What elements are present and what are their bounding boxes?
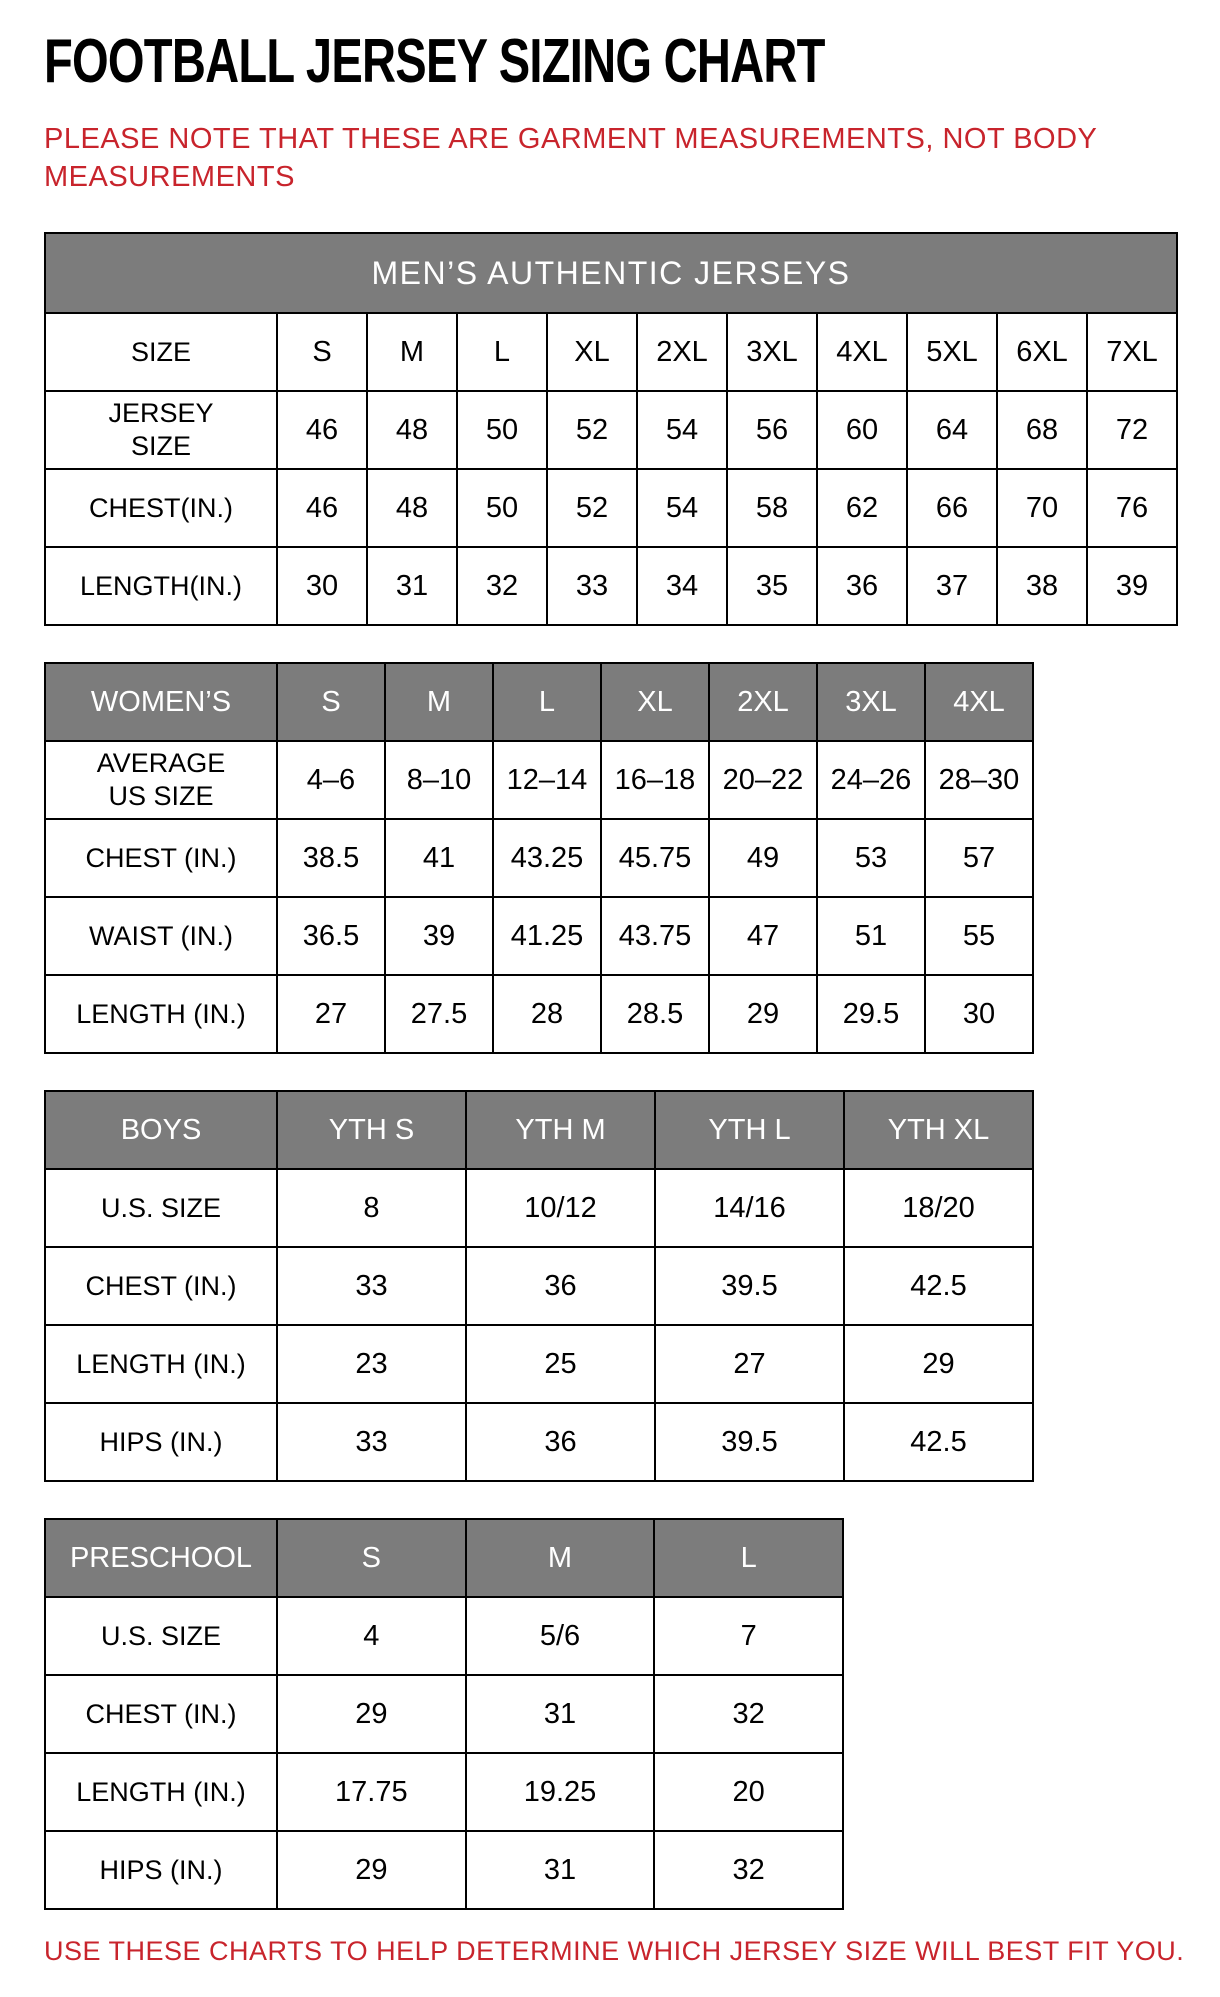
column-header: S: [277, 1519, 466, 1597]
column-header: L: [654, 1519, 843, 1597]
table-cell: 18/20: [844, 1169, 1033, 1247]
column-header: YTH XL: [844, 1091, 1033, 1169]
table-cell: 7: [654, 1597, 843, 1675]
table-cell: 8–10: [385, 741, 493, 819]
row-label: SIZE: [45, 313, 277, 391]
column-header: M: [466, 1519, 655, 1597]
table-row: [45, 975, 1033, 1053]
boys-table: [44, 1090, 1034, 1482]
column-header: 3XL: [817, 663, 925, 741]
table-cell: 29: [277, 1831, 466, 1909]
table-cell: 14/16: [655, 1169, 844, 1247]
mens-authentic-jerseys-table: [44, 232, 1178, 626]
table-cell: S: [277, 313, 367, 391]
table-row: [45, 1831, 843, 1909]
table-cell: 28–30: [925, 741, 1033, 819]
womens-table: [44, 662, 1034, 1054]
table-cell: 41: [385, 819, 493, 897]
table-cell: 38: [997, 547, 1087, 625]
table-cell: 39.5: [655, 1247, 844, 1325]
table-cell: 4–6: [277, 741, 385, 819]
table-cell: 56: [727, 391, 817, 469]
table-header-row: [45, 1519, 843, 1597]
table-row: [45, 897, 1033, 975]
table-cell: 50: [457, 469, 547, 547]
table-cell: 29.5: [817, 975, 925, 1053]
column-header: 4XL: [925, 663, 1033, 741]
table-cell: 24–26: [817, 741, 925, 819]
column-header: M: [385, 663, 493, 741]
table-cell: 34: [637, 547, 727, 625]
table-cell: 36: [466, 1403, 655, 1481]
table-cell: 29: [709, 975, 817, 1053]
table-cell: 76: [1087, 469, 1177, 547]
table-cell: 12–14: [493, 741, 601, 819]
row-label: CHEST(IN.): [45, 469, 277, 547]
preschool-table: [44, 1518, 844, 1910]
column-header: 2XL: [709, 663, 817, 741]
row-label: LENGTH (IN.): [45, 975, 277, 1053]
row-label: HIPS (IN.): [45, 1403, 277, 1481]
table-cell: 16–18: [601, 741, 709, 819]
column-header: YTH S: [277, 1091, 466, 1169]
table-cell: M: [367, 313, 457, 391]
table-cell: 8: [277, 1169, 466, 1247]
table-cell: 4XL: [817, 313, 907, 391]
column-header: YTH L: [655, 1091, 844, 1169]
table-cell: 55: [925, 897, 1033, 975]
row-label: CHEST (IN.): [45, 1675, 277, 1753]
table-cell: 27.5: [385, 975, 493, 1053]
table-cell: 30: [925, 975, 1033, 1053]
table-row: [45, 469, 1177, 547]
table-cell: XL: [547, 313, 637, 391]
table-cell: 62: [817, 469, 907, 547]
table-cell: 72: [1087, 391, 1177, 469]
table-cell: 10/12: [466, 1169, 655, 1247]
row-label: LENGTH (IN.): [45, 1753, 277, 1831]
table-cell: L: [457, 313, 547, 391]
row-label: CHEST (IN.): [45, 1247, 277, 1325]
table-cell: 20–22: [709, 741, 817, 819]
table-cell: 42.5: [844, 1403, 1033, 1481]
table-cell: 46: [277, 391, 367, 469]
table-cell: 29: [277, 1675, 466, 1753]
column-header: PRESCHOOL: [45, 1519, 277, 1597]
table-cell: 58: [727, 469, 817, 547]
table-cell: 66: [907, 469, 997, 547]
column-header: XL: [601, 663, 709, 741]
table-header-row: [45, 663, 1033, 741]
table-cell: 51: [817, 897, 925, 975]
table-cell: 30: [277, 547, 367, 625]
table-cell: 27: [277, 975, 385, 1053]
table-cell: 4: [277, 1597, 466, 1675]
table-cell: 2XL: [637, 313, 727, 391]
table-row: [45, 819, 1033, 897]
table-cell: 52: [547, 391, 637, 469]
table-cell: 45.75: [601, 819, 709, 897]
table-row: [45, 1403, 1033, 1481]
row-label: U.S. SIZE: [45, 1169, 277, 1247]
column-header: S: [277, 663, 385, 741]
table-row: [45, 313, 1177, 391]
table-cell: 33: [277, 1247, 466, 1325]
table-cell: 38.5: [277, 819, 385, 897]
row-label: HIPS (IN.): [45, 1831, 277, 1909]
table-cell: 47: [709, 897, 817, 975]
table-cell: 35: [727, 547, 817, 625]
table-cell: 33: [547, 547, 637, 625]
table-cell: 3XL: [727, 313, 817, 391]
table-cell: 43.75: [601, 897, 709, 975]
row-label: AVERAGE US SIZE: [45, 741, 277, 819]
column-header: BOYS: [45, 1091, 277, 1169]
table-cell: 19.25: [466, 1753, 655, 1831]
table-cell: 50: [457, 391, 547, 469]
table-cell: 53: [817, 819, 925, 897]
table-cell: 39.5: [655, 1403, 844, 1481]
table-row: [45, 1247, 1033, 1325]
row-label: LENGTH(IN.): [45, 547, 277, 625]
table-cell: 36: [466, 1247, 655, 1325]
table-cell: 6XL: [997, 313, 1087, 391]
table-row: [45, 1753, 843, 1831]
table-cell: 32: [654, 1831, 843, 1909]
table-row: [45, 1169, 1033, 1247]
row-label: JERSEY SIZE: [45, 391, 277, 469]
table-cell: 29: [844, 1325, 1033, 1403]
table-row: [45, 547, 1177, 625]
table-cell: 39: [1087, 547, 1177, 625]
table-row: [45, 1597, 843, 1675]
table-cell: 31: [466, 1831, 655, 1909]
table-row: [45, 391, 1177, 469]
table-title-row: [45, 233, 1177, 313]
row-label: LENGTH (IN.): [45, 1325, 277, 1403]
table-cell: 5/6: [466, 1597, 655, 1675]
table-cell: 60: [817, 391, 907, 469]
row-label: U.S. SIZE: [45, 1597, 277, 1675]
row-label: CHEST (IN.): [45, 819, 277, 897]
footer-note: USE THESE CHARTS TO HELP DETERMINE WHICH JERSEY SIZE WILL BEST FIT YOU.: [44, 1936, 1185, 1967]
table-cell: 37: [907, 547, 997, 625]
table-cell: 41.25: [493, 897, 601, 975]
table-cell: 33: [277, 1403, 466, 1481]
page-title: FOOTBALL JERSEY SIZING CHART: [44, 27, 825, 96]
table-cell: 36.5: [277, 897, 385, 975]
table-cell: 27: [655, 1325, 844, 1403]
table-cell: 70: [997, 469, 1087, 547]
table-row: [45, 1675, 843, 1753]
table-cell: 54: [637, 469, 727, 547]
table-cell: 52: [547, 469, 637, 547]
table-row: [45, 1325, 1033, 1403]
table-cell: 57: [925, 819, 1033, 897]
table-cell: 49: [709, 819, 817, 897]
table-cell: 43.25: [493, 819, 601, 897]
garment-measurement-note: PLEASE NOTE THAT THESE ARE GARMENT MEASUREMENTS, NOT BODY MEASUREMENTS: [44, 123, 1097, 193]
table-cell: 5XL: [907, 313, 997, 391]
table-cell: 42.5: [844, 1247, 1033, 1325]
table-cell: 28: [493, 975, 601, 1053]
table-cell: 39: [385, 897, 493, 975]
table-cell: 31: [367, 547, 457, 625]
table-cell: 20: [654, 1753, 843, 1831]
column-header: YTH M: [466, 1091, 655, 1169]
table-header-row: [45, 1091, 1033, 1169]
table-cell: 28.5: [601, 975, 709, 1053]
row-label: WAIST (IN.): [45, 897, 277, 975]
table-cell: 32: [654, 1675, 843, 1753]
table-cell: 54: [637, 391, 727, 469]
table-cell: 36: [817, 547, 907, 625]
table-cell: 32: [457, 547, 547, 625]
table-cell: 48: [367, 469, 457, 547]
table-cell: 25: [466, 1325, 655, 1403]
table-cell: 23: [277, 1325, 466, 1403]
table-cell: 68: [997, 391, 1087, 469]
table-row: [45, 741, 1033, 819]
column-header: WOMEN’S: [45, 663, 277, 741]
table-cell: 17.75: [277, 1753, 466, 1831]
mens-table-title: MEN’S AUTHENTIC JERSEYS: [45, 233, 1177, 313]
table-cell: 64: [907, 391, 997, 469]
table-cell: 46: [277, 469, 367, 547]
column-header: L: [493, 663, 601, 741]
table-cell: 31: [466, 1675, 655, 1753]
table-cell: 48: [367, 391, 457, 469]
table-cell: 7XL: [1087, 313, 1177, 391]
